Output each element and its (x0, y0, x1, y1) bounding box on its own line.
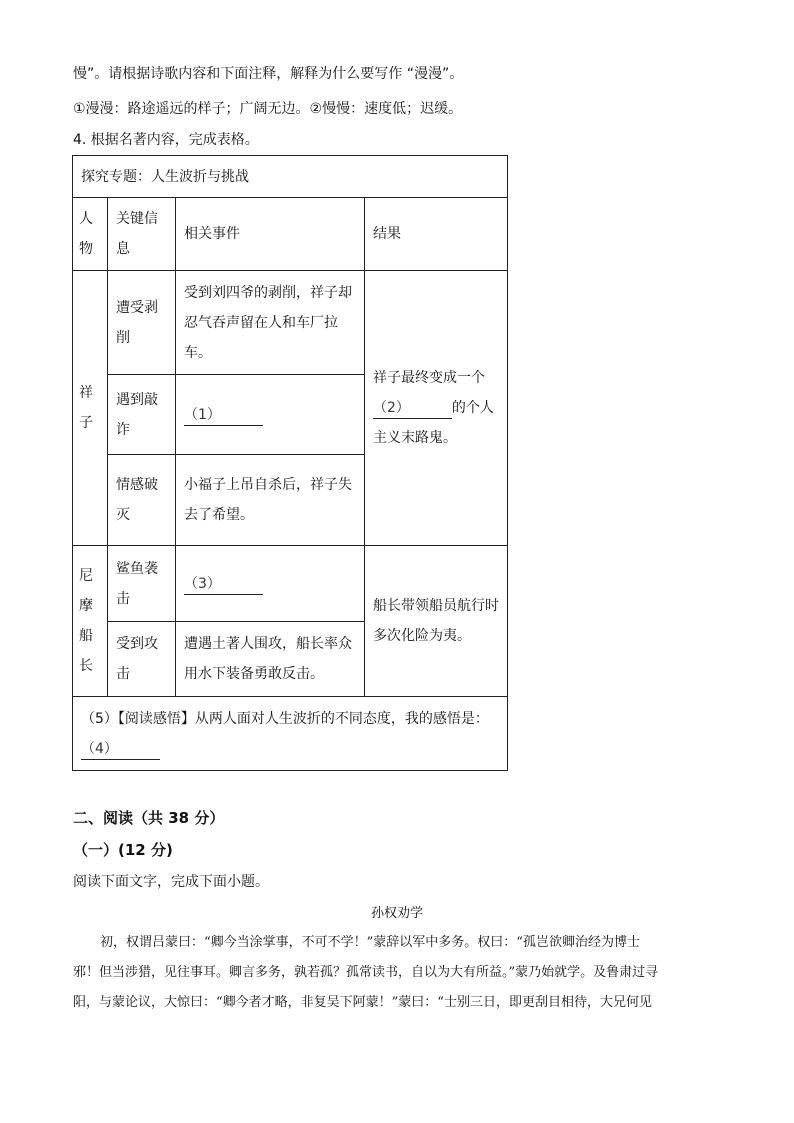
reading-instruction: 阅读下面文字，完成下面小题。 (73, 874, 269, 890)
event-attack: 遭遇土著人围攻，船长率众用水下装备勇敢反击。 (176, 622, 365, 697)
classic-text-line: 初，权谓吕蒙曰：“卿今当涂掌事，不可不学！”蒙辞以军中多务。权曰：“孤岂欲卿治经为博士 (100, 935, 640, 950)
header-result: 结果 (365, 198, 508, 271)
question-3-continuation: 慢”。请根据诗歌内容和下面注释，解释为什么要写作 “漫漫”。 (73, 66, 464, 82)
blank-4[interactable]: （4） (81, 739, 160, 760)
event-extortion (176, 375, 365, 455)
person-xiangzi: 祥子 (73, 271, 108, 546)
blank-3[interactable]: （3） (184, 574, 263, 595)
blank-1[interactable]: （1） (184, 405, 263, 426)
classic-title: 孙权劝学 (370, 906, 423, 921)
table-topic: 探究专题：人生波折与挑战 (73, 156, 508, 198)
question-4-prompt: 4. 根据名著内容，完成表格。 (73, 132, 259, 148)
header-events: 相关事件 (176, 198, 365, 271)
result-nemo: 船长带领船员航行时多次化险为夷。 (365, 546, 508, 697)
key-attack: 受到攻击 (108, 622, 176, 697)
header-person: 人物 (73, 198, 108, 271)
event-disillusion: 小福子上吊自杀后，祥子失去了希望。 (176, 455, 365, 546)
reflection-cell: （5）【阅读感悟】从两人面对人生波折的不同态度，我的感悟是： （4） (73, 697, 508, 771)
key-disillusion: 情感破灭 (108, 455, 176, 546)
event-exploitation: 受到刘四爷的剥削，祥子却忍气吞声留在人和车厂拉车。 (176, 271, 365, 375)
blank-2[interactable]: （2） (373, 398, 452, 419)
classic-text-line: 阳，与蒙论议，大惊曰：“卿今者才略，非复吴下阿蒙！”蒙曰：“士别三日，即更刮目相待，大兄何见 (73, 995, 652, 1010)
person-nemo: 尼摩船长 (73, 546, 108, 697)
result-xiangzi: 祥子最终变成一个 （2） 的个人主义末路鬼。 (365, 271, 508, 546)
key-exploitation: 遭受剥削 (108, 271, 176, 375)
key-extortion: 遇到敲诈 (108, 375, 176, 455)
novel-table (72, 155, 508, 771)
key-shark: 鲨鱼袭击 (108, 546, 176, 622)
classic-text-line: 邪！但当涉猎，见往事耳。卿言多务，孰若孤？孤常读书，自以为大有所益。”蒙乃始就学。及鲁肃过寻 (73, 965, 659, 980)
header-key-info: 关键信息 (108, 198, 176, 271)
section-heading: 二、阅读（共 38 分） (73, 809, 225, 827)
event-shark (176, 546, 365, 622)
subsection-heading: （一）(12 分) (73, 841, 173, 859)
annotation-line: ①漫漫：路途遥远的样子；广阔无边。②慢慢：速度低；迟缓。 (73, 101, 463, 117)
